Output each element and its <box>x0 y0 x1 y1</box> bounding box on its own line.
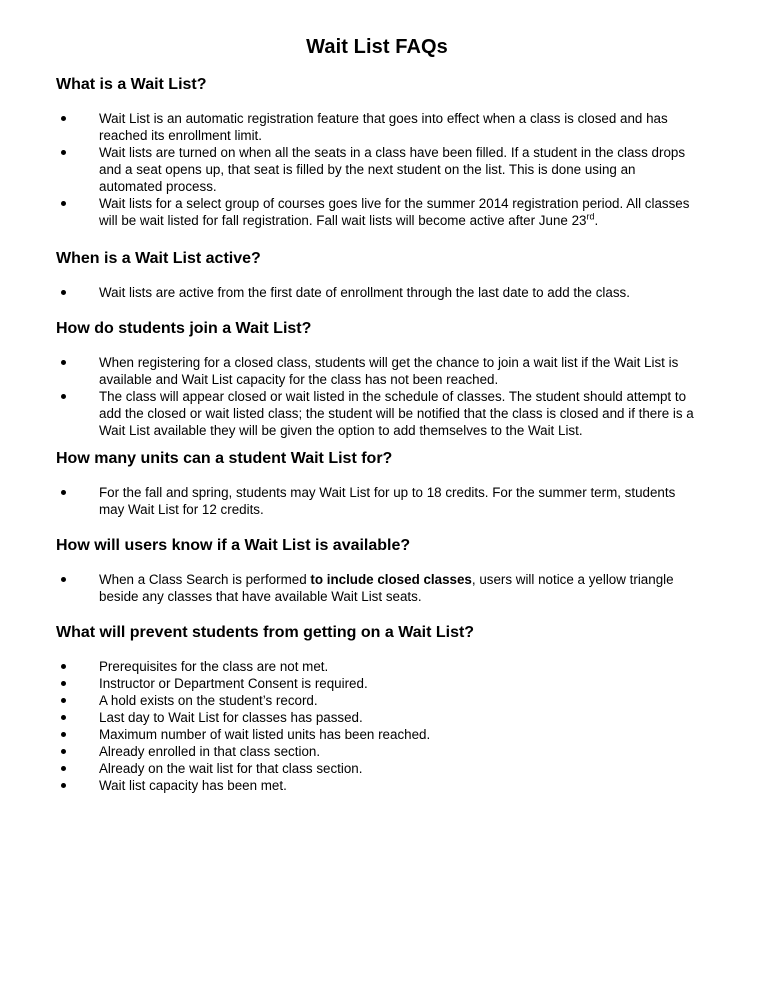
list-item-text: When a Class Search is performed <box>99 572 311 587</box>
list-item <box>56 777 698 794</box>
list-item <box>56 571 698 605</box>
page-title: Wait List FAQs <box>306 36 448 58</box>
section-heading: How will users know if a Wait List is available? <box>56 537 411 554</box>
list-item-text: When registering for a closed class, students will get the chance to join a wait list if the Wait List is available and Wait List capacity for the class has not been reached. <box>99 355 679 387</box>
list-item-text: Already enrolled in that class section. <box>99 744 321 759</box>
bullet-icon <box>61 732 66 737</box>
faq-section-when-active <box>56 249 698 301</box>
bullet-list <box>56 354 698 439</box>
bullet-icon <box>61 664 66 669</box>
bullet-icon <box>61 698 66 703</box>
bullet-icon <box>61 783 66 788</box>
list-item-text: Wait lists are turned on when all the seats in a class have been filled. If a student in the class drops and a seat opens up, that seat is filled by the next student on the list. This is done using an automated process. <box>99 145 686 194</box>
list-item <box>56 195 698 229</box>
bullet-icon <box>61 490 66 495</box>
bullet-list <box>56 284 698 301</box>
list-item <box>56 284 698 301</box>
faq-section-what-prevents <box>56 623 698 794</box>
bullet-icon <box>61 394 66 399</box>
emphasized-text: to include closed classes <box>310 572 472 587</box>
list-item-text: Instructor or Department Consent is required. <box>99 676 368 691</box>
list-item-text: Wait lists for a select group of courses goes live for the summer 2014 registration period. All classes will be wait listed for fall registration. Fall wait lists will become active after June 23 <box>99 196 690 228</box>
bullet-icon <box>61 577 66 582</box>
list-item <box>56 709 698 726</box>
list-item <box>56 484 698 518</box>
bullet-list <box>56 658 698 794</box>
list-item <box>56 760 698 777</box>
faq-section-how-know-available <box>56 536 698 605</box>
list-item-text: Wait lists are active from the first date of enrollment through the last date to add the class. <box>99 285 630 300</box>
list-item-text: Wait list capacity has been met. <box>99 778 287 793</box>
faq-section-how-join <box>56 319 698 439</box>
list-item <box>56 354 698 388</box>
section-heading: What is a Wait List? <box>56 76 207 93</box>
list-item-text: Already on the wait list for that class section. <box>99 761 363 776</box>
list-item <box>56 726 698 743</box>
bullet-list <box>56 484 698 518</box>
list-item-text: Prerequisites for the class are not met. <box>99 659 329 674</box>
bullet-icon <box>61 201 66 206</box>
section-heading: When is a Wait List active? <box>56 250 261 267</box>
bullet-icon <box>61 150 66 155</box>
bullet-list <box>56 571 698 605</box>
ordinal-suffix: rd <box>586 211 595 222</box>
list-item-text-end: . <box>594 213 599 228</box>
list-item-text: Maximum number of wait listed units has been reached. <box>99 727 431 742</box>
list-item <box>56 110 698 144</box>
list-item-text: The class will appear closed or wait listed in the schedule of classes. The student should attempt to add the closed or wait listed class; the student will be notified that the class is closed and if there is a Wait List available they will be given the option to add themselves to the Wait List. <box>99 389 694 438</box>
bullet-icon <box>61 715 66 720</box>
section-heading: How do students join a Wait List? <box>56 320 312 337</box>
list-item <box>56 675 698 692</box>
section-heading: What will prevent students from getting on a Wait List? <box>56 624 475 641</box>
faq-section-how-many-units <box>56 449 698 518</box>
bullet-icon <box>61 766 66 771</box>
faq-section-what-is <box>56 75 698 229</box>
bullet-icon <box>61 681 66 686</box>
list-item-text: A hold exists on the student’s record. <box>99 693 318 708</box>
bullet-icon <box>61 749 66 754</box>
list-item-text: Wait List is an automatic registration feature that goes into effect when a class is closed and has reached its enrollment limit. <box>99 111 668 143</box>
list-item <box>56 692 698 709</box>
bullet-icon <box>61 360 66 365</box>
list-item <box>56 388 698 439</box>
list-item <box>56 743 698 760</box>
list-item <box>56 144 698 195</box>
bullet-icon <box>61 116 66 121</box>
list-item-text: For the fall and spring, students may Wait List for up to 18 credits. For the summer term, students may Wait List for 12 credits. <box>99 485 676 517</box>
bullet-icon <box>61 290 66 295</box>
list-item <box>56 658 698 675</box>
section-heading: How many units can a student Wait List for? <box>56 450 393 467</box>
list-item-text: Last day to Wait List for classes has passed. <box>99 710 363 725</box>
list-item-text-end: , users will notice a yellow triangle beside any classes that have available Wait List seats. <box>99 572 674 604</box>
bullet-list <box>56 110 698 229</box>
